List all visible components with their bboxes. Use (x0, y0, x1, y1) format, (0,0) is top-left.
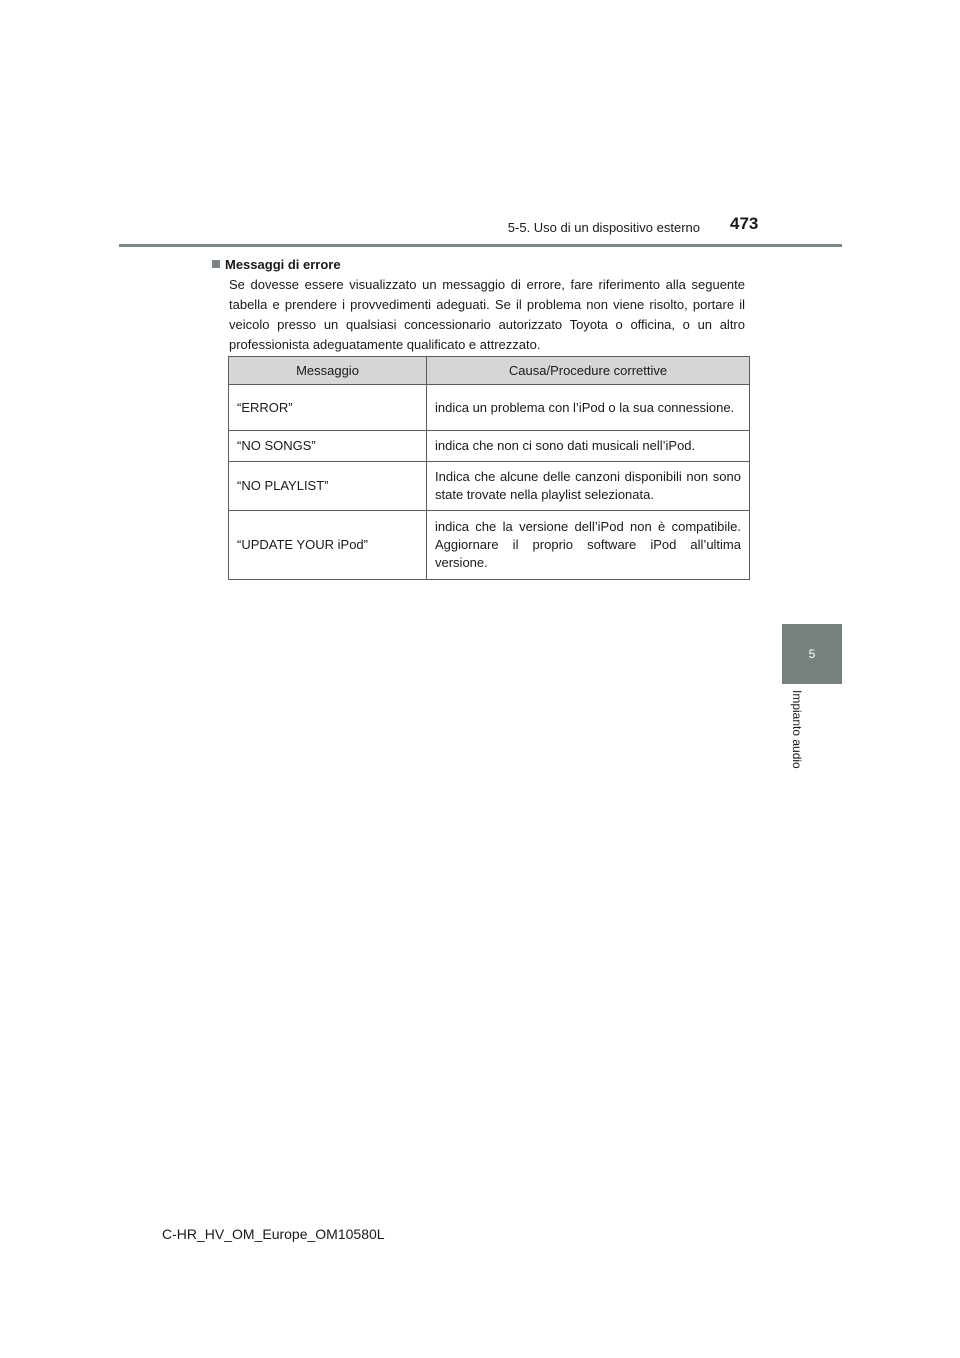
error-messages-table (228, 356, 750, 580)
column-header-message: Messaggio (229, 357, 427, 385)
message-cell: “NO SONGS” (229, 431, 427, 462)
error-messages-section (212, 255, 745, 355)
chapter-label: Impianto audio (790, 690, 804, 769)
section-heading (212, 255, 745, 273)
message-cell: “ERROR” (229, 385, 427, 431)
table-row (229, 462, 750, 511)
column-header-cause: Causa/Procedure correttive (427, 357, 750, 385)
running-header-section: 5-5. Uso di un dispositivo esterno (507, 220, 700, 235)
chapter-tab (782, 624, 842, 684)
table-header-row (229, 357, 750, 385)
square-bullet-icon (212, 260, 220, 268)
cause-cell: indica che la versione dell’iPod non è compatibile. Aggiornare il proprio software iPod all’ultima versione. (427, 511, 750, 580)
cause-cell: indica che non ci sono dati musicali nell’iPod. (427, 431, 750, 462)
table-row (229, 385, 750, 431)
cause-cell: Indica che alcune delle canzoni disponibili non sono state trovate nella playlist selezionata. (427, 462, 750, 511)
table-row (229, 431, 750, 462)
section-intro-paragraph: Se dovesse essere visualizzato un messaggio di errore, fare riferimento alla seguente tabella e prendere i provvedimenti adeguati. Se il problema non viene risolto, portare il veicolo presso un qualsiasi concessionario autorizzato Toyota o officina, o un altro professionista adeguatamente qualificato e attrezzato. (229, 277, 745, 352)
message-cell: “UPDATE YOUR iPod” (229, 511, 427, 580)
table-row (229, 511, 750, 580)
page-number: 473 (730, 214, 759, 233)
cause-cell: indica un problema con l’iPod o la sua connessione. (427, 385, 750, 431)
section-title-text: Messaggi di errore (225, 256, 341, 272)
chapter-number: 5 (808, 647, 816, 661)
message-cell: “NO PLAYLIST” (229, 462, 427, 511)
document-code-footer: C-HR_HV_OM_Europe_OM10580L (162, 1226, 385, 1242)
header-divider (119, 244, 842, 247)
